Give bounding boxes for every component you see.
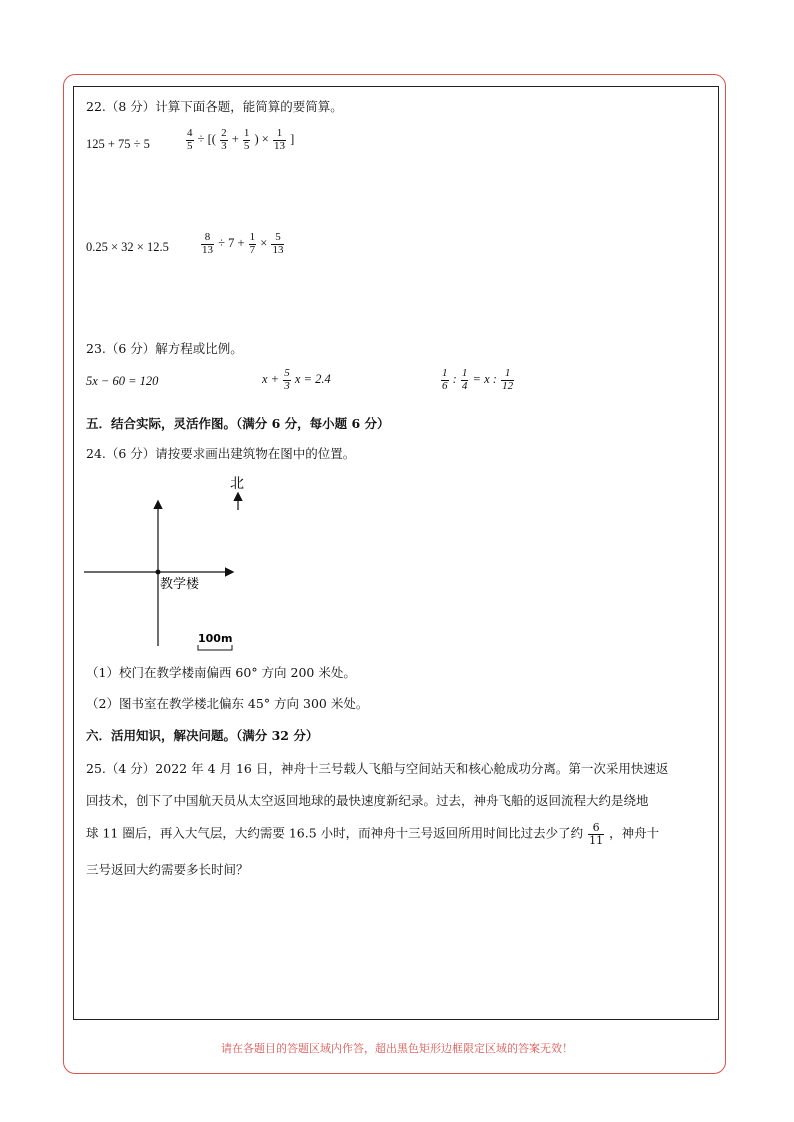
footer-warning: 请在各题目的答题区域内作答，超出黑色矩形边框限定区域的答案无效！ bbox=[221, 1042, 573, 1055]
q22-expr-3: 0.25 × 32 × 12.5 bbox=[86, 240, 169, 254]
q22-expr-2: $\frac{4}{5}$ ÷ [( $\frac{2}{3}$ + $\frac{1}{5}$ ) × $\frac{1}{13}$ ] bbox=[187, 127, 295, 152]
origin-label: 教学楼 bbox=[160, 577, 200, 592]
section-5-heading: 五．结合实际，灵活作图。（满分 6 分，每小题 6 分） bbox=[86, 416, 390, 431]
coordinate-diagram bbox=[80, 470, 280, 660]
q22-expr-4: $\frac{8}{13}$ ÷ 7 + $\frac{1}{7}$ × $\frac{5}{13}$ bbox=[202, 231, 284, 256]
q23-expr-2: x + $\frac{5}{3}$ x = 2.4 bbox=[262, 367, 331, 392]
q25-line-1: 25.（4 分）2022 年 4 月 16 日，神舟十三号载人飞船与空间站天和核心舱成功分离。第一次采用快速返 bbox=[86, 761, 669, 776]
q24-title: 24.（6 分）请按要求画出建筑物在图中的位置。 bbox=[86, 446, 356, 461]
q24-item-2: （2）图书室在教学楼北偏东 45° 方向 300 米处。 bbox=[86, 696, 369, 711]
q23-expr-3: $\frac{1}{6}$ : $\frac{1}{4}$ = x : $\frac{1}{12}$ bbox=[442, 367, 514, 392]
north-label: 北 bbox=[230, 476, 244, 492]
scale-label: 100m bbox=[198, 632, 233, 645]
q25-line-4: 三号返回大约需要多长时间？ bbox=[86, 862, 249, 877]
q25-line-2: 回技术，创下了中国航天员从太空返回地球的最快速度新纪录。过去，神舟飞船的返回流程大约是绕地 bbox=[86, 793, 649, 808]
origin-point bbox=[156, 570, 161, 575]
q23-expr-1: 5x − 60 = 120 bbox=[86, 374, 159, 388]
section-6-heading: 六．活用知识，解决问题。（满分 32 分） bbox=[86, 728, 319, 743]
q22-expr-1: 125 + 75 ÷ 5 bbox=[86, 137, 150, 151]
q25-line-3: 球 11 圈后，再入大气层，大约需要 16.5 小时，而神舟十三号返回所用时间比过去少了约 $\frac{6}{11}$ ，神舟十 bbox=[86, 821, 660, 847]
q24-item-1: （1）校门在教学楼南偏西 60° 方向 200 米处。 bbox=[86, 665, 356, 680]
scale-bar bbox=[198, 645, 232, 650]
q23-title: 23.（6 分）解方程或比例。 bbox=[86, 341, 243, 356]
q22-title: 22.（8 分）计算下面各题，能简算的要简算。 bbox=[86, 99, 343, 114]
